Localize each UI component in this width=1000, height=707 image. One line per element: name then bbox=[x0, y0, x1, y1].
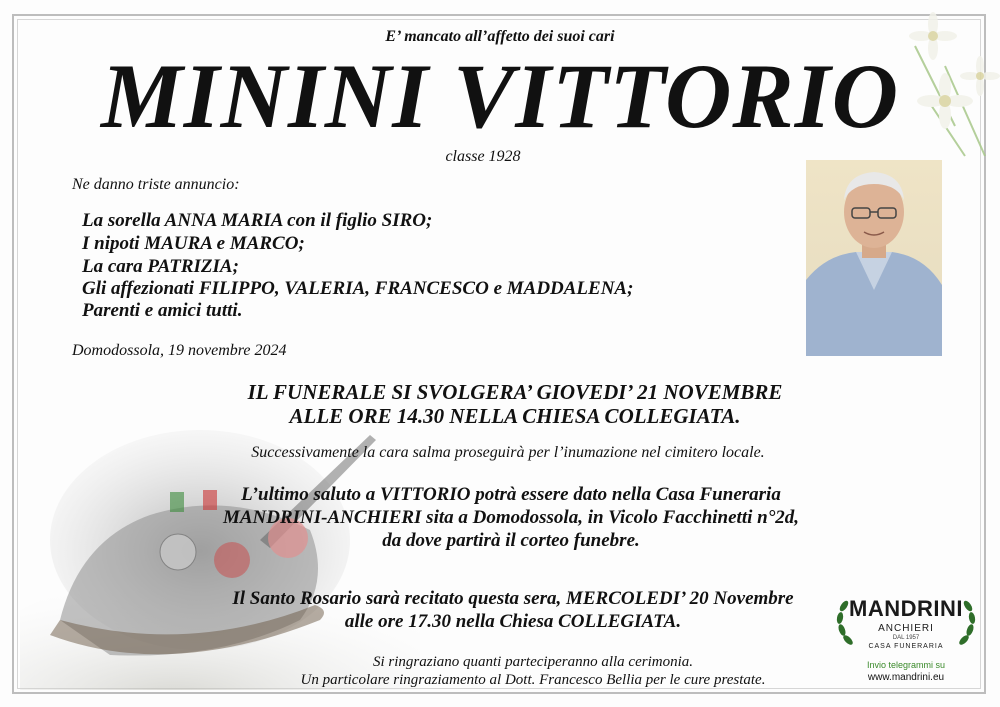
intro-line: E’ mancato all’affetto dei suoi cari bbox=[385, 28, 615, 45]
place-date: Domodossola, 19 novembre 2024 bbox=[72, 342, 287, 359]
logo-since: DAL 1957 bbox=[892, 635, 920, 641]
announce-label: Ne danno triste annuncio: bbox=[72, 176, 240, 193]
website-link[interactable]: www.mandrini.eu bbox=[867, 672, 945, 683]
family-line: Gli affezionati FILIPPO, VALERIA, FRANCESCO e MADDALENA; bbox=[82, 278, 634, 299]
funeral-home-logo bbox=[832, 590, 980, 686]
birth-year: classe 1928 bbox=[445, 148, 521, 165]
logo-brand: MANDRINI bbox=[849, 596, 963, 621]
funeral-line: IL FUNERALE SI SVOLGERA’ GIOVEDI’ 21 NOVEMBRE bbox=[247, 380, 783, 404]
rosary-line: Il Santo Rosario sarà recitato questa sera, MERCOLEDI’ 20 Novembre bbox=[232, 588, 794, 609]
thanks-line: Un particolare ringraziamento al Dott. Francesco Bellia per le cure prestate. bbox=[300, 672, 766, 688]
family-line: La sorella ANNA MARIA con il figlio SIRO; bbox=[82, 210, 433, 231]
family-line: I nipoti MAURA e MARCO; bbox=[82, 233, 305, 254]
farewell-line: L’ultimo saluto a VITTORIO potrà essere dato nella Casa Funeraria bbox=[241, 484, 781, 505]
logo-subtitle: ANCHIERI bbox=[878, 623, 934, 634]
rosary-line: alle ore 17.30 nella Chiesa COLLEGIATA. bbox=[344, 611, 682, 632]
farewell-line: da dove partirà il corteo funebre. bbox=[382, 530, 640, 551]
telegram-note: Invio telegrammi su bbox=[866, 660, 946, 670]
thanks-line: Si ringraziano quanti parteciperanno alla cerimonia. bbox=[373, 654, 693, 670]
farewell-line: MANDRINI-ANCHIERI sita a Domodossola, in Vicolo Facchinetti n°2d, bbox=[222, 507, 800, 528]
logo-tagline: CASA FUNERARIA bbox=[868, 643, 944, 650]
portrait-photo bbox=[806, 160, 942, 356]
family-line: La cara PATRIZIA; bbox=[82, 256, 239, 277]
burial-note: Successivamente la cara salma proseguirà per l’inumazione nel cimitero locale. bbox=[251, 444, 765, 461]
funeral-line: ALLE ORE 14.30 NELLA CHIESA COLLEGIATA. bbox=[289, 404, 741, 428]
family-line: Parenti e amici tutti. bbox=[82, 300, 243, 321]
deceased-name: MININI VITTORIO bbox=[100, 45, 900, 147]
